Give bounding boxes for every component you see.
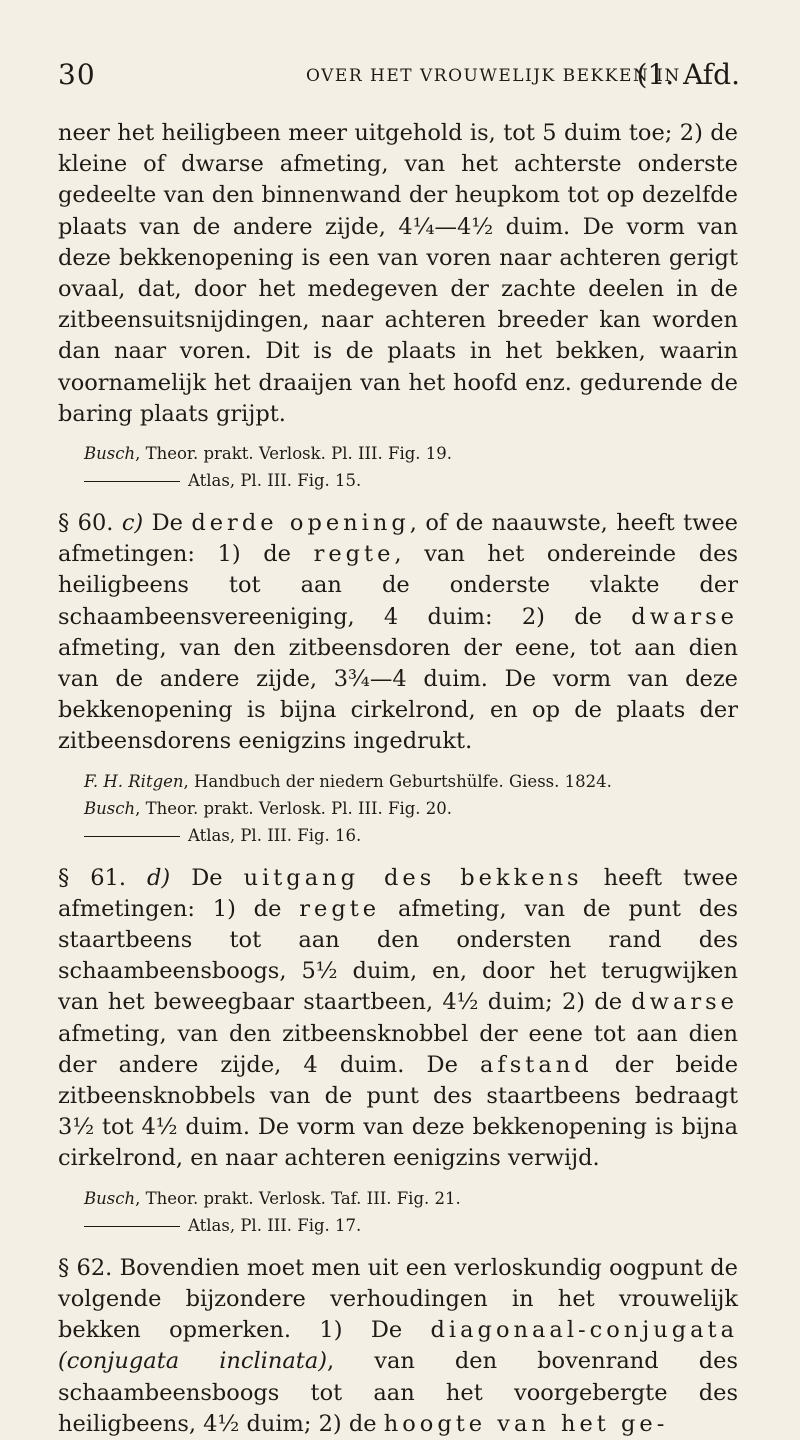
ditto-dash	[84, 481, 180, 482]
spaced-term: dwarse	[631, 603, 738, 630]
section-60-paragraph	[58, 508, 738, 758]
references-60	[84, 768, 738, 849]
spaced-term: regte	[313, 541, 395, 568]
section-61-paragraph	[58, 863, 738, 1175]
reference-text: Atlas, Pl. III. Fig. 16.	[188, 825, 362, 845]
part-label: (1. Afd.	[636, 58, 740, 91]
reference-text: , Theor. prakt. Verlosk. Pl. III. Fig. 19.	[135, 444, 453, 464]
section-62-paragraph	[58, 1253, 738, 1440]
ditto-dash	[84, 836, 180, 837]
reference-author: Busch	[84, 798, 136, 818]
reference-line	[84, 1212, 738, 1239]
reference-line	[84, 440, 738, 467]
text-run: heeft twee afmetingen: 1) de	[58, 864, 739, 922]
reference-text: , Handbuch der niedern Geburtshülfe. Giess. 1824.	[183, 771, 612, 791]
section-number: § 60.	[58, 510, 114, 537]
reference-line	[84, 768, 738, 795]
spaced-term: diagonaal-conjugata	[430, 1317, 738, 1344]
spaced-term: derde opening	[191, 510, 410, 537]
continuation-paragraph: neer het heiligbeen meer uitgehold is, tot 5 duim toe; 2) de kleine of dwarse afmeting, van het achterste onderste gedeelte van den binnenwand der heupkom tot op dezelfde plaats van de andere zijde, 4¼—4½ duim. De vorm van deze bekkenopening is een van voren naar achteren gerigt ovaal, dat, door het medegeven der zachte deelen in de zitbeensuitsnijdingen, naar achteren breeder kan worden dan naar voren. Dit is de plaats in het bekken, waarin voornamelijk het draaijen van het hoofd enz. gedurende de baring plaats grijpt.	[58, 120, 738, 427]
reference-text: Atlas, Pl. III. Fig. 17.	[188, 1215, 362, 1235]
page-header	[58, 58, 740, 102]
text-run: der beide zitbeensknobbels van de punt des staartbeens bedraagt 3½ tot 4½ duim. De vorm van deze bekkenopening is bijna cirkelrond, en naar achteren eenigzins verwijd.	[58, 1051, 739, 1172]
section-number: § 62.	[58, 1254, 113, 1281]
text-run: Bovendien moet men uit een verloskundig oogpunt de volgende bijzondere verhoudingen in het vrouwelijk bekken opmerken. 1) De	[58, 1254, 738, 1344]
text-run: afmeting, van de punt des staartbeens tot aan den ondersten rand des schaambeensboogs, 5½ duim, en, door het terugwijken van het beweegbaar staartbeen, 4½ duim; 2) de	[58, 895, 738, 1016]
text-run: De	[151, 510, 183, 537]
reference-line	[84, 795, 738, 822]
text-run: De	[191, 864, 223, 891]
section-number: § 61.	[58, 864, 127, 891]
ditto-dash	[84, 1226, 180, 1227]
reference-text: , Theor. prakt. Verlosk. Taf. III. Fig. 21.	[135, 1188, 461, 1208]
latin-term: (conjugata inclinata)	[58, 1348, 328, 1375]
item-letter: c)	[121, 510, 144, 537]
reference-line	[84, 1185, 738, 1212]
text-run: afmeting, van den zitbeensdoren der eene, tot aan dien van de andere zijde, 3¾—4 duim. De vorm van deze bekkenopening is bijna cirkelrond, en op de plaats der zitbeensdorens eenigzins ingedrukt.	[58, 634, 738, 755]
spaced-term: afstand	[480, 1051, 593, 1078]
page-body	[58, 118, 738, 1440]
reference-author: Busch	[84, 444, 136, 464]
spaced-term: dwarse	[631, 989, 738, 1016]
spaced-term: regte	[299, 895, 381, 922]
text-run: , van het ondereinde des heiligbeens tot aan de onderste vlakte der schaambeensvereeniging, 4 duim: 2) de	[58, 541, 738, 630]
reference-author: F. H. Ritgen	[84, 771, 184, 791]
text-run: , van den bovenrand des schaambeensboogs tot aan het voorgebergte des heiligbeens, 4½ duim; 2) de	[58, 1348, 738, 1437]
item-letter: d)	[147, 864, 171, 891]
reference-text: , Theor. prakt. Verlosk. Pl. III. Fig. 20.	[135, 798, 453, 818]
references-61	[84, 1185, 738, 1239]
text-run: , of de naauwste, heeft twee afmetingen: 1) de	[58, 510, 738, 568]
reference-line	[84, 822, 738, 849]
spaced-term: uitgang des bekkens	[243, 864, 583, 891]
reference-author: Busch	[84, 1188, 136, 1208]
spaced-term: hoogte van het ge-	[383, 1410, 669, 1437]
references-59	[84, 440, 738, 494]
running-title: OVER HET VROUWELIJK BEKKEN IN	[306, 66, 681, 86]
reference-line	[84, 467, 738, 494]
page-number: 30	[58, 58, 96, 91]
reference-text: Atlas, Pl. III. Fig. 15.	[188, 471, 362, 491]
text-run: afmeting, van den zitbeensknobbel der eene tot aan dien der andere zijde, 4 duim. De	[58, 1020, 738, 1078]
